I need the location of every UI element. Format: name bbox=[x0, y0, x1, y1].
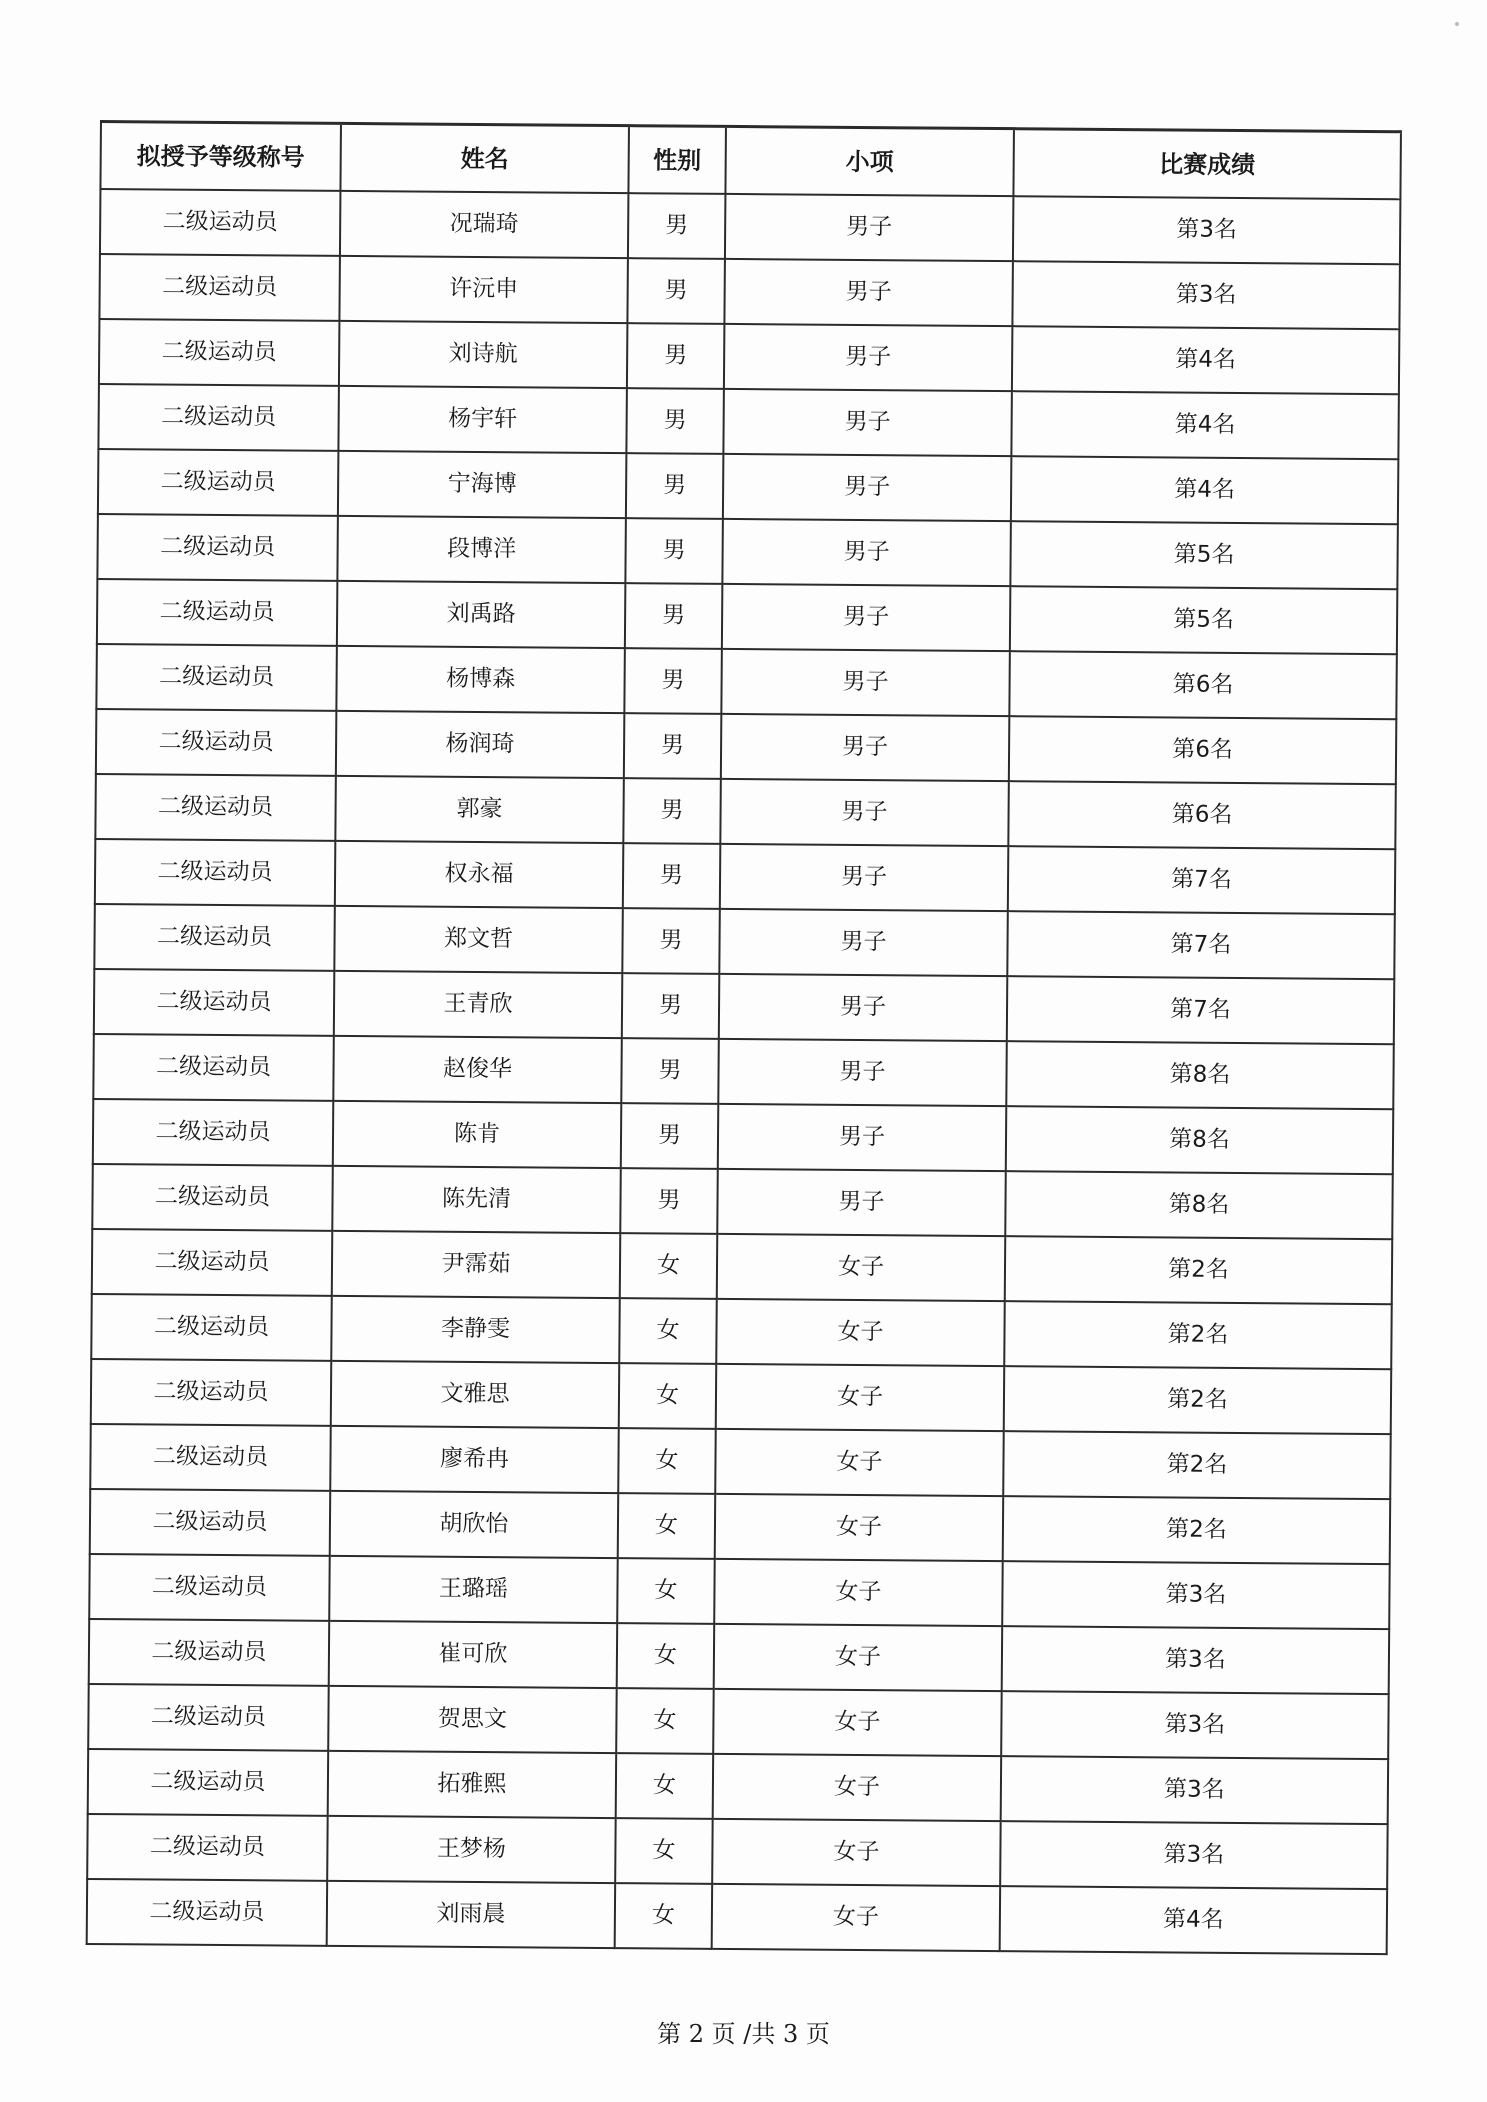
cell-title-grade: 二级运动员 bbox=[90, 1424, 331, 1491]
cell-name: 杨博森 bbox=[336, 646, 625, 713]
table-row bbox=[98, 384, 1398, 459]
cell-event: 女子 bbox=[713, 1689, 1002, 1756]
table-row bbox=[91, 1294, 1391, 1369]
cell-result: 第7名 bbox=[1008, 846, 1395, 914]
table-row bbox=[89, 1619, 1389, 1694]
table-row bbox=[93, 1034, 1393, 1109]
cell-title-grade: 二级运动员 bbox=[92, 1164, 333, 1231]
cell-title-grade: 二级运动员 bbox=[95, 774, 336, 841]
table-row bbox=[100, 189, 1400, 264]
cell-gender: 男 bbox=[624, 648, 722, 714]
cell-gender: 男 bbox=[622, 908, 720, 974]
table-row bbox=[87, 1879, 1387, 1954]
cell-gender: 男 bbox=[626, 453, 724, 519]
cell-event: 男子 bbox=[721, 714, 1010, 781]
cell-result: 第5名 bbox=[1010, 521, 1397, 589]
table-row bbox=[92, 1164, 1392, 1239]
cell-result: 第3名 bbox=[1002, 1561, 1389, 1629]
cell-gender: 男 bbox=[621, 1103, 719, 1169]
cell-event: 男子 bbox=[718, 1039, 1007, 1106]
cell-result: 第2名 bbox=[1003, 1496, 1390, 1564]
table-row bbox=[98, 449, 1398, 524]
header-title-grade: 拟授予等级称号 bbox=[100, 122, 341, 191]
cell-result: 第6名 bbox=[1009, 716, 1396, 784]
cell-result: 第6名 bbox=[1008, 781, 1395, 849]
cell-event: 男子 bbox=[722, 584, 1011, 651]
cell-title-grade: 二级运动员 bbox=[100, 189, 341, 256]
cell-event: 女子 bbox=[714, 1624, 1003, 1691]
cell-result: 第6名 bbox=[1009, 651, 1396, 719]
cell-result: 第4名 bbox=[1012, 326, 1399, 394]
table-row bbox=[97, 514, 1397, 589]
cell-name: 文雅思 bbox=[331, 1361, 620, 1428]
cell-event: 女子 bbox=[716, 1299, 1005, 1366]
table-row bbox=[95, 839, 1395, 914]
cell-result: 第3名 bbox=[1013, 196, 1400, 264]
cell-gender: 女 bbox=[619, 1298, 717, 1364]
cell-name: 宁海博 bbox=[338, 451, 627, 518]
table-row bbox=[88, 1749, 1388, 1824]
cell-gender: 男 bbox=[621, 1038, 719, 1104]
cell-title-grade: 二级运动员 bbox=[89, 1619, 330, 1686]
cell-event: 男子 bbox=[723, 389, 1012, 456]
cell-event: 女子 bbox=[716, 1364, 1005, 1431]
cell-title-grade: 二级运动员 bbox=[87, 1814, 328, 1881]
cell-gender: 女 bbox=[615, 1883, 713, 1949]
table-row bbox=[93, 1099, 1393, 1174]
cell-name: 郑文哲 bbox=[334, 906, 623, 973]
cell-event: 男子 bbox=[720, 844, 1009, 911]
cell-title-grade: 二级运动员 bbox=[97, 579, 338, 646]
cell-title-grade: 二级运动员 bbox=[91, 1359, 332, 1426]
cell-result: 第4名 bbox=[1011, 391, 1398, 459]
cell-name: 刘诗航 bbox=[339, 321, 628, 388]
cell-result: 第2名 bbox=[1004, 1301, 1391, 1369]
cell-gender: 女 bbox=[620, 1233, 718, 1299]
cell-event: 男子 bbox=[718, 1104, 1007, 1171]
cell-gender: 男 bbox=[623, 843, 721, 909]
cell-result: 第4名 bbox=[1000, 1886, 1387, 1954]
cell-title-grade: 二级运动员 bbox=[93, 1099, 334, 1166]
table-row bbox=[97, 579, 1397, 654]
cell-title-grade: 二级运动员 bbox=[92, 1229, 333, 1296]
cell-name: 王青欣 bbox=[334, 971, 623, 1038]
cell-result: 第3名 bbox=[1001, 1691, 1388, 1759]
cell-name: 许沅申 bbox=[339, 256, 628, 323]
cell-gender: 男 bbox=[627, 323, 725, 389]
cell-title-grade: 二级运动员 bbox=[97, 514, 338, 581]
cell-title-grade: 二级运动员 bbox=[91, 1294, 332, 1361]
table-row bbox=[99, 254, 1399, 329]
cell-gender: 男 bbox=[626, 388, 724, 454]
cell-title-grade: 二级运动员 bbox=[96, 709, 337, 776]
cell-title-grade: 二级运动员 bbox=[99, 319, 340, 386]
cell-result: 第3名 bbox=[1002, 1626, 1389, 1694]
cell-event: 女子 bbox=[717, 1234, 1006, 1301]
cell-result: 第5名 bbox=[1010, 586, 1397, 654]
cell-gender: 男 bbox=[627, 258, 725, 324]
cell-title-grade: 二级运动员 bbox=[95, 839, 336, 906]
cell-title-grade: 二级运动员 bbox=[98, 384, 339, 451]
scan-speck bbox=[1455, 22, 1459, 26]
cell-name: 拓雅熙 bbox=[328, 1751, 617, 1818]
table-header-row bbox=[100, 122, 1400, 200]
cell-name: 李静雯 bbox=[331, 1296, 620, 1363]
cell-name: 陈肯 bbox=[333, 1101, 622, 1168]
cell-gender: 女 bbox=[619, 1363, 717, 1429]
cell-gender: 女 bbox=[617, 1558, 715, 1624]
table-row bbox=[90, 1424, 1390, 1499]
cell-gender: 男 bbox=[622, 973, 720, 1039]
cell-event: 女子 bbox=[715, 1494, 1004, 1561]
cell-result: 第3名 bbox=[1000, 1821, 1387, 1889]
header-name: 姓名 bbox=[340, 123, 629, 193]
table-row bbox=[89, 1554, 1389, 1629]
cell-event: 男子 bbox=[717, 1169, 1006, 1236]
cell-title-grade: 二级运动员 bbox=[89, 1554, 330, 1621]
cell-result: 第7名 bbox=[1007, 911, 1394, 979]
cell-name: 胡欣怡 bbox=[330, 1491, 619, 1558]
cell-name: 陈先清 bbox=[332, 1166, 621, 1233]
table-row bbox=[99, 319, 1399, 394]
table-row bbox=[94, 904, 1394, 979]
cell-result: 第2名 bbox=[1003, 1431, 1390, 1499]
cell-gender: 女 bbox=[617, 1623, 715, 1689]
cell-name: 刘雨晨 bbox=[327, 1881, 616, 1948]
cell-gender: 女 bbox=[618, 1493, 716, 1559]
cell-name: 况瑞琦 bbox=[340, 191, 629, 258]
cell-result: 第3名 bbox=[1001, 1756, 1388, 1824]
cell-result: 第3名 bbox=[1012, 261, 1399, 329]
cell-name: 郭豪 bbox=[335, 776, 624, 843]
cell-name: 杨宇轩 bbox=[338, 386, 627, 453]
cell-title-grade: 二级运动员 bbox=[87, 1879, 328, 1946]
cell-name: 赵俊华 bbox=[333, 1036, 622, 1103]
cell-title-grade: 二级运动员 bbox=[94, 904, 335, 971]
table-row bbox=[90, 1489, 1390, 1564]
table-row bbox=[96, 644, 1396, 719]
cell-gender: 男 bbox=[624, 713, 722, 779]
cell-title-grade: 二级运动员 bbox=[90, 1489, 331, 1556]
cell-gender: 男 bbox=[623, 778, 721, 844]
page-number-footer: 第 2 页 /共 3 页 bbox=[657, 2020, 830, 2048]
cell-event: 男子 bbox=[725, 194, 1014, 261]
cell-event: 男子 bbox=[724, 259, 1013, 326]
cell-gender: 女 bbox=[616, 1753, 714, 1819]
table-body bbox=[87, 189, 1401, 1954]
cell-name: 权永福 bbox=[335, 841, 624, 908]
cell-event: 女子 bbox=[715, 1429, 1004, 1496]
cell-result: 第4名 bbox=[1011, 456, 1398, 524]
header-gender: 性别 bbox=[628, 126, 726, 194]
cell-result: 第8名 bbox=[1006, 1106, 1393, 1174]
cell-title-grade: 二级运动员 bbox=[88, 1749, 329, 1816]
cell-event: 男子 bbox=[724, 324, 1013, 391]
cell-gender: 女 bbox=[618, 1428, 716, 1494]
cell-title-grade: 二级运动员 bbox=[88, 1684, 329, 1751]
cell-event: 男子 bbox=[721, 649, 1010, 716]
table-row bbox=[88, 1684, 1388, 1759]
cell-result: 第2名 bbox=[1004, 1366, 1391, 1434]
cell-title-grade: 二级运动员 bbox=[99, 254, 340, 321]
roster-table-container bbox=[86, 120, 1400, 1955]
cell-name: 崔可欣 bbox=[329, 1621, 618, 1688]
cell-gender: 男 bbox=[625, 518, 723, 584]
cell-title-grade: 二级运动员 bbox=[93, 1034, 334, 1101]
cell-event: 女子 bbox=[712, 1819, 1001, 1886]
cell-name: 尹霈茹 bbox=[332, 1231, 621, 1298]
cell-result: 第2名 bbox=[1005, 1236, 1392, 1304]
cell-event: 女子 bbox=[712, 1884, 1001, 1951]
cell-name: 杨润琦 bbox=[336, 711, 625, 778]
table-row bbox=[91, 1359, 1391, 1434]
cell-event: 女子 bbox=[713, 1754, 1002, 1821]
cell-name: 刘禹路 bbox=[337, 581, 626, 648]
cell-name: 王璐瑶 bbox=[329, 1556, 618, 1623]
cell-event: 男子 bbox=[719, 909, 1008, 976]
cell-gender: 女 bbox=[616, 1688, 714, 1754]
cell-title-grade: 二级运动员 bbox=[98, 449, 339, 516]
cell-gender: 男 bbox=[625, 583, 723, 649]
cell-title-grade: 二级运动员 bbox=[96, 644, 337, 711]
cell-title-grade: 二级运动员 bbox=[94, 969, 335, 1036]
cell-event: 女子 bbox=[714, 1559, 1003, 1626]
cell-event: 男子 bbox=[720, 779, 1009, 846]
table-row bbox=[92, 1229, 1392, 1304]
table-row bbox=[95, 774, 1395, 849]
table-row bbox=[94, 969, 1394, 1044]
cell-event: 男子 bbox=[723, 454, 1012, 521]
cell-result: 第8名 bbox=[1006, 1041, 1393, 1109]
athlete-roster-table bbox=[86, 120, 1402, 1955]
cell-name: 贺思文 bbox=[328, 1686, 617, 1753]
cell-gender: 男 bbox=[620, 1168, 718, 1234]
cell-event: 男子 bbox=[719, 974, 1008, 1041]
cell-result: 第8名 bbox=[1005, 1171, 1392, 1239]
cell-gender: 女 bbox=[615, 1818, 713, 1884]
table-row bbox=[87, 1814, 1387, 1889]
cell-name: 段博洋 bbox=[337, 516, 626, 583]
table-row bbox=[96, 709, 1396, 784]
cell-name: 王梦杨 bbox=[327, 1816, 616, 1883]
cell-event: 男子 bbox=[722, 519, 1011, 586]
cell-gender: 男 bbox=[628, 193, 726, 259]
cell-result: 第7名 bbox=[1007, 976, 1394, 1044]
header-event: 小项 bbox=[725, 126, 1014, 196]
cell-name: 廖希冉 bbox=[330, 1426, 619, 1493]
header-result: 比赛成绩 bbox=[1013, 129, 1401, 200]
